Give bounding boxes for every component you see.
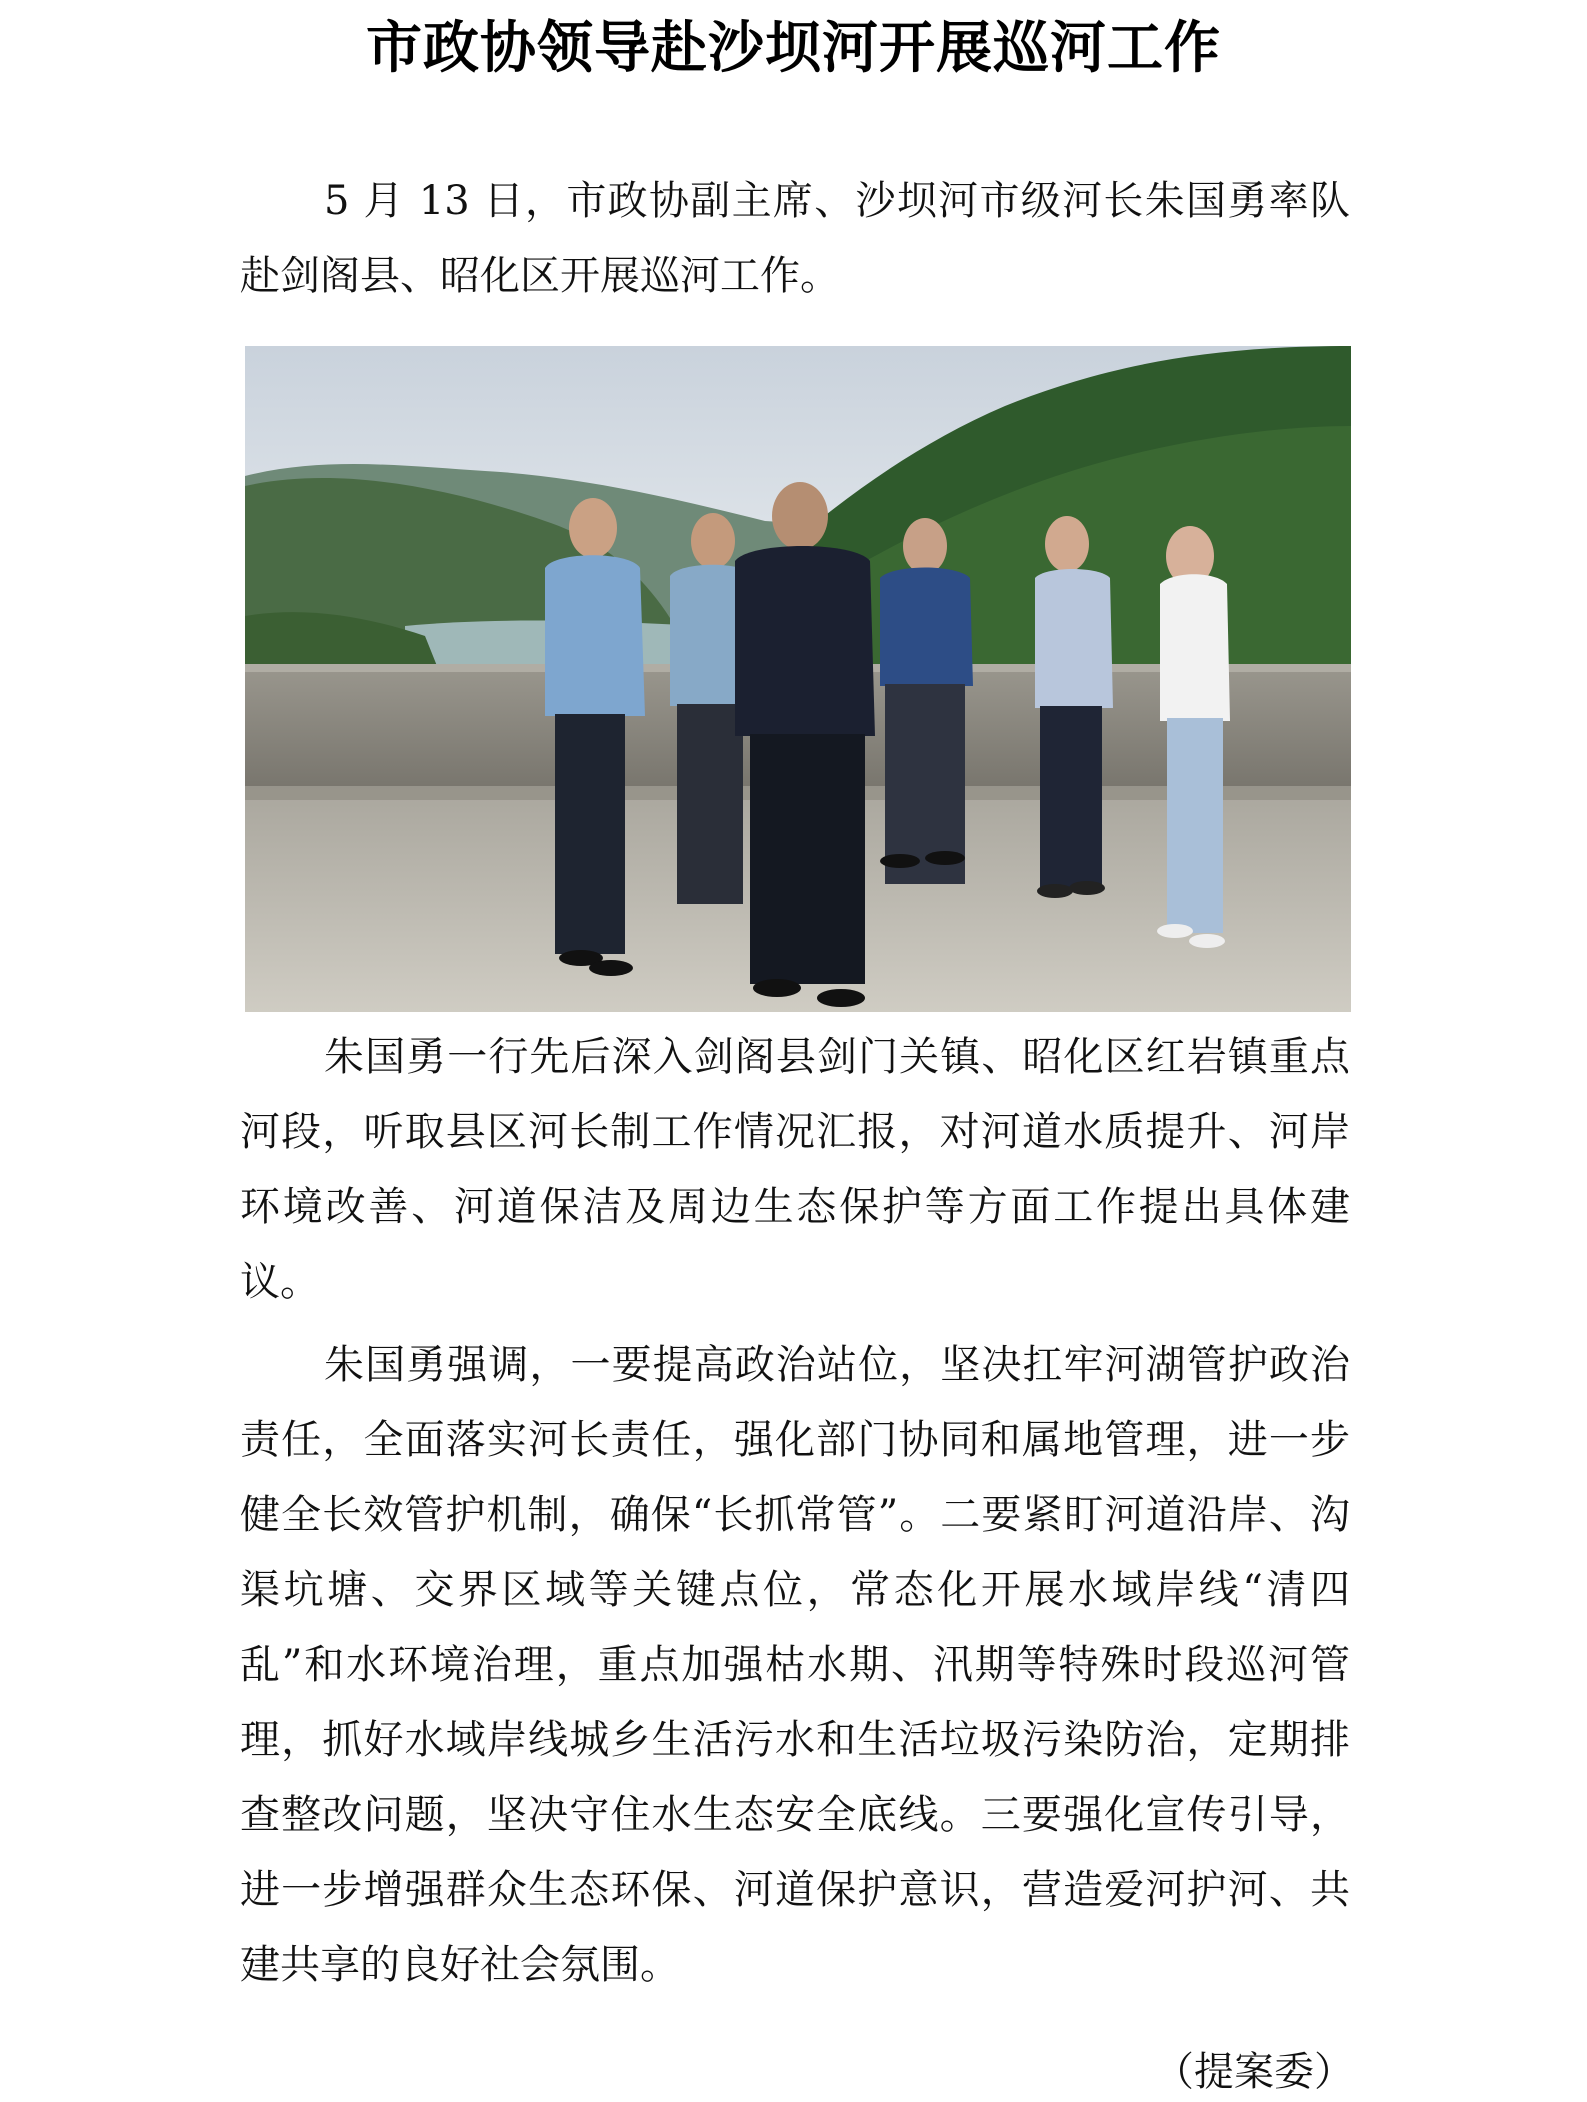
source-signature: （提案委） xyxy=(1154,2049,1354,2095)
person-6 xyxy=(1157,526,1230,948)
emphasis-paragraph: 朱国勇强调，一要提高政治站位，坚决扛牢河湖管护政治责任，全面落实河长责任，强化部门协同和属地管理，进一步健全长效管护机制，确保“长抓常管”。二要紧盯河道沿岸、沟渠坑塘、交界区域等关键点位，常态化开展水域岸线“清四乱”和水环境治理，重点加强枯水期、汛期等特殊时段巡河管理，抓好水域岸线城乡生活污水和生活垃圾污染防治，定期排查整改问题，坚决守住水生态安全底线。三要强化宣传引导，进一步增强群众生态环保、河道保护意识，营造爱河护河、共建共享的良好社会氛围。 xyxy=(240,1342,1350,1988)
inspection-photo xyxy=(245,346,1351,1012)
visit-paragraph: 朱国勇一行先后深入剑阁县剑门关镇、昭化区红岩镇重点河段，听取县区河长制工作情况汇报，对河道水质提升、河岸环境改善、河道保洁及周边生态保护等方面工作提出具体建议。 xyxy=(240,1034,1350,1305)
intro-paragraph: 5 月 13 日，市政协副主席、沙坝河市级河长朱国勇率队赴剑阁县、昭化区开展巡河工作。 xyxy=(240,178,1350,299)
person-5 xyxy=(1035,516,1113,898)
article-title: 市政协领导赴沙坝河开展巡河工作 xyxy=(366,15,1221,81)
person-4 xyxy=(880,518,973,884)
person-3 xyxy=(735,482,875,1007)
